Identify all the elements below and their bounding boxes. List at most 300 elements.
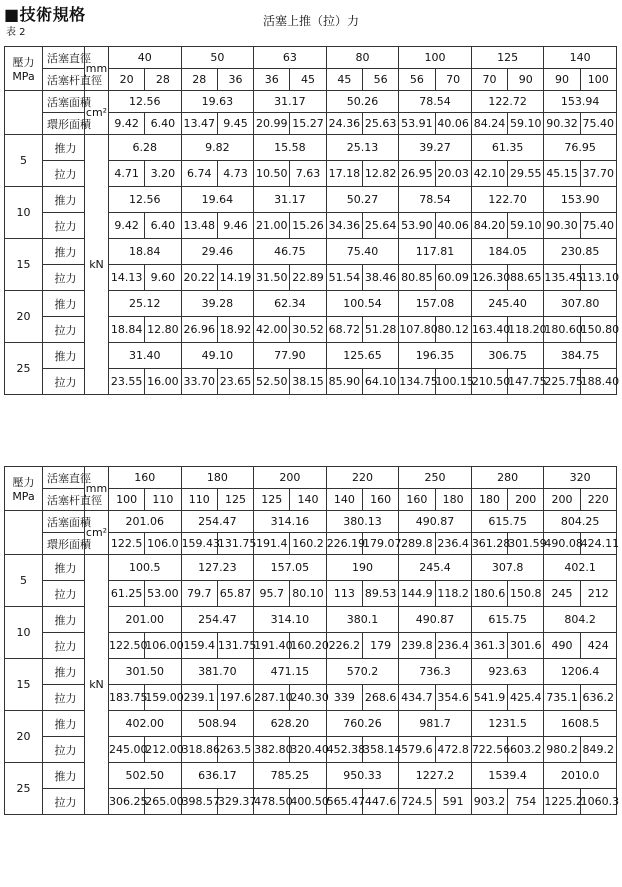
pull-label: 拉力: [43, 213, 85, 239]
rod-value: 28: [181, 69, 217, 91]
section-title: ■技術規格: [4, 5, 86, 24]
cm2-unit: cm²: [85, 511, 109, 555]
pull-value: 9.60: [145, 265, 181, 291]
pull-value: 21.00: [254, 213, 290, 239]
ring-area-value: 236.4: [435, 533, 471, 555]
pull-value: 118.2: [435, 581, 471, 607]
pull-value: 478.50: [254, 789, 290, 815]
pull-value: 245.00: [109, 737, 145, 763]
ring-area-value: 490.08: [544, 533, 580, 555]
pull-value: 180.60: [544, 317, 580, 343]
pull-value: 68.72: [326, 317, 362, 343]
ring-area-value: 131.75: [217, 533, 253, 555]
pull-label: 拉力: [43, 633, 85, 659]
rod-value: 28: [145, 69, 181, 91]
rod-value: 56: [362, 69, 398, 91]
push-value: 157.08: [399, 291, 472, 317]
pull-value: 226.2: [326, 633, 362, 659]
table-caption: 活塞上推（拉）力: [262, 14, 359, 28]
pull-value: 3.20: [145, 161, 181, 187]
push-value: 46.75: [254, 239, 327, 265]
piston-area-value: 153.94: [544, 91, 617, 113]
push-value: 307.8: [471, 555, 544, 581]
pull-value: 33.70: [181, 369, 217, 395]
pull-value: 40.06: [435, 213, 471, 239]
pull-value: 126.30: [471, 265, 507, 291]
rod-value: 36: [254, 69, 290, 91]
pull-value: 735.1: [544, 685, 580, 711]
rod-label: 活塞杆直徑: [43, 489, 85, 511]
pull-value: 13.48: [181, 213, 217, 239]
pull-value: 29.55: [508, 161, 544, 187]
push-value: 380.1: [326, 607, 399, 633]
push-value: 78.54: [399, 187, 472, 213]
push-value: 402.00: [109, 711, 182, 737]
ring-area-value: 424.11: [580, 533, 616, 555]
bore-value: 125: [471, 47, 544, 69]
pull-value: 163.40: [471, 317, 507, 343]
ring-area-value: 361.28: [471, 533, 507, 555]
push-value: 100.54: [326, 291, 399, 317]
mm-unit: mm: [85, 47, 109, 91]
pull-value: 53.00: [145, 581, 181, 607]
pull-value: 358.14: [362, 737, 398, 763]
push-value: 100.5: [109, 555, 182, 581]
ring-area-value: 191.4: [254, 533, 290, 555]
ring-area-value: 179.07: [362, 533, 398, 555]
pressure-label: 壓力: [12, 56, 35, 69]
push-value: 29.46: [181, 239, 254, 265]
pull-value: 434.7: [399, 685, 435, 711]
push-value: 9.82: [181, 135, 254, 161]
bore-label: 活塞直徑: [43, 467, 85, 489]
push-value: 25.12: [109, 291, 182, 317]
pull-value: 225.75: [544, 369, 580, 395]
piston-area-value: 122.72: [471, 91, 544, 113]
pressure-value: 15: [5, 239, 43, 291]
bore-value: 80: [326, 47, 399, 69]
pull-value: 90.30: [544, 213, 580, 239]
ring-area-value: 75.40: [580, 113, 616, 135]
rod-value: 180: [471, 489, 507, 511]
pressure-value: 20: [5, 711, 43, 763]
push-value: 31.40: [109, 343, 182, 369]
ring-area-value: 59.10: [508, 113, 544, 135]
pressure-value: 20: [5, 291, 43, 343]
rod-value: 56: [399, 69, 435, 91]
rod-value: 160: [362, 489, 398, 511]
pull-value: 579.6: [399, 737, 435, 763]
push-value: 570.2: [326, 659, 399, 685]
pull-label: 拉力: [43, 265, 85, 291]
rod-value: 45: [326, 69, 362, 91]
pull-value: 301.6: [508, 633, 544, 659]
pull-value: 6.74: [181, 161, 217, 187]
mpa-label: MPa: [12, 70, 35, 83]
bore-value: 180: [181, 467, 254, 489]
piston-area-value: 12.56: [109, 91, 182, 113]
pull-value: 490: [544, 633, 580, 659]
push-value: 785.25: [254, 763, 327, 789]
pressure-label: 壓力: [12, 476, 35, 489]
rod-value: 100: [109, 489, 145, 511]
ring-area-label: 環形面積: [43, 113, 85, 135]
rod-value: 125: [254, 489, 290, 511]
push-value: 190: [326, 555, 399, 581]
pull-value: 320.40: [290, 737, 326, 763]
pull-value: 42.00: [254, 317, 290, 343]
pull-value: 197.6: [217, 685, 253, 711]
spec-table-2: [4, 466, 620, 815]
pull-value: 239.1: [181, 685, 217, 711]
pull-value: 268.6: [362, 685, 398, 711]
push-value: 301.50: [109, 659, 182, 685]
bore-row: [5, 47, 617, 69]
pull-value: 150.8: [508, 581, 544, 607]
pull-value: 239.8: [399, 633, 435, 659]
push-value: 245.40: [471, 291, 544, 317]
pull-value: 37.70: [580, 161, 616, 187]
pull-value: 131.75: [217, 633, 253, 659]
piston-area-value: 314.16: [254, 511, 327, 533]
pull-value: 361.3: [471, 633, 507, 659]
piston-area-value: 615.75: [471, 511, 544, 533]
pull-label: 拉力: [43, 685, 85, 711]
spec-table-1: [4, 46, 620, 395]
pull-label: 拉力: [43, 317, 85, 343]
pull-value: 38.46: [362, 265, 398, 291]
push-value: 2010.0: [544, 763, 617, 789]
push-value: 314.10: [254, 607, 327, 633]
pull-value: 240.30: [290, 685, 326, 711]
pull-value: 191.40: [254, 633, 290, 659]
pull-value: 134.75: [399, 369, 435, 395]
push-value: 1539.4: [471, 763, 544, 789]
ring-area-value: 40.06: [435, 113, 471, 135]
pull-value: 9.46: [217, 213, 253, 239]
pressure-value: 15: [5, 659, 43, 711]
push-value: 127.23: [181, 555, 254, 581]
rod-value: 220: [580, 489, 616, 511]
pull-value: 472.8: [435, 737, 471, 763]
pull-value: 354.6: [435, 685, 471, 711]
ring-area-value: 6.40: [145, 113, 181, 135]
pull-value: 636.2: [580, 685, 616, 711]
pull-value: 16.00: [145, 369, 181, 395]
push-value: 384.75: [544, 343, 617, 369]
cm2-unit: cm²: [85, 91, 109, 135]
pull-value: 106.00: [145, 633, 181, 659]
push-value: 201.00: [109, 607, 182, 633]
pull-value: 79.7: [181, 581, 217, 607]
push-value: 18.84: [109, 239, 182, 265]
pressure-header: [5, 47, 43, 91]
push-value: 307.80: [544, 291, 617, 317]
bore-value: 250: [399, 467, 472, 489]
pull-value: 80.10: [290, 581, 326, 607]
table-label: 表 2: [6, 27, 26, 38]
pull-value: 9.42: [109, 213, 145, 239]
pull-value: 88.65: [508, 265, 544, 291]
piston-area-value: 380.13: [326, 511, 399, 533]
rod-value: 125: [217, 489, 253, 511]
pull-value: 329.37: [217, 789, 253, 815]
blank-cell: [5, 91, 43, 135]
pull-value: 51.54: [326, 265, 362, 291]
pull-value: 64.10: [362, 369, 398, 395]
rod-value: 90: [508, 69, 544, 91]
pull-value: 45.15: [544, 161, 580, 187]
pull-value: 18.92: [217, 317, 253, 343]
ring-area-value: 20.99: [254, 113, 290, 135]
push-value: 1206.4: [544, 659, 617, 685]
push-value: 61.35: [471, 135, 544, 161]
pressure-value: 10: [5, 607, 43, 659]
pull-value: 212: [580, 581, 616, 607]
push-value: 50.27: [326, 187, 399, 213]
pull-value: 12.80: [145, 317, 181, 343]
rod-value: 100: [580, 69, 616, 91]
push-label: 推力: [43, 711, 85, 737]
push-value: 77.90: [254, 343, 327, 369]
pull-value: 159.4: [181, 633, 217, 659]
rod-value: 140: [290, 489, 326, 511]
pressure-value: 25: [5, 763, 43, 815]
rod-value: 180: [435, 489, 471, 511]
pull-value: 135.45: [544, 265, 580, 291]
ring-area-value: 122.5: [109, 533, 145, 555]
pressure-value: 25: [5, 343, 43, 395]
pull-value: 10.50: [254, 161, 290, 187]
kn-unit: kN: [85, 555, 109, 815]
ring-area-value: 90.32: [544, 113, 580, 135]
pull-value: 188.40: [580, 369, 616, 395]
pull-value: 179: [362, 633, 398, 659]
push-value: 402.1: [544, 555, 617, 581]
pull-value: 159.00: [145, 685, 181, 711]
pull-label: 拉力: [43, 581, 85, 607]
rod-value: 45: [290, 69, 326, 91]
push-label: 推力: [43, 659, 85, 685]
rod-value: 160: [399, 489, 435, 511]
bore-value: 280: [471, 467, 544, 489]
pull-value: 23.55: [109, 369, 145, 395]
pull-value: 4.71: [109, 161, 145, 187]
ring-area-value: 84.24: [471, 113, 507, 135]
pull-value: 113: [326, 581, 362, 607]
bore-value: 40: [109, 47, 182, 69]
pressure-value: 10: [5, 187, 43, 239]
pull-value: 144.9: [399, 581, 435, 607]
pull-value: 75.40: [580, 213, 616, 239]
ring-area-value: 226.19: [326, 533, 362, 555]
pull-value: 59.10: [508, 213, 544, 239]
push-value: 245.4: [399, 555, 472, 581]
push-value: 306.75: [471, 343, 544, 369]
rod-value: 70: [435, 69, 471, 91]
pull-value: 85.90: [326, 369, 362, 395]
pull-value: 236.4: [435, 633, 471, 659]
ring-area-value: 289.8: [399, 533, 435, 555]
rod-value: 110: [181, 489, 217, 511]
ring-area-value: 13.47: [181, 113, 217, 135]
pull-value: 724.5: [399, 789, 435, 815]
pull-value: 212.00: [145, 737, 181, 763]
push-value: 950.33: [326, 763, 399, 789]
rod-value: 110: [145, 489, 181, 511]
push-value: 62.34: [254, 291, 327, 317]
pull-value: 541.9: [471, 685, 507, 711]
bore-value: 63: [254, 47, 327, 69]
bore-label: 活塞直徑: [43, 47, 85, 69]
push-value: 615.75: [471, 607, 544, 633]
pull-value: 722.56: [471, 737, 507, 763]
pressure-header: [5, 467, 43, 511]
pull-value: 26.95: [399, 161, 435, 187]
push-value: 31.17: [254, 187, 327, 213]
push-row: [5, 555, 617, 581]
pull-value: 6.40: [145, 213, 181, 239]
pull-value: 60.09: [435, 265, 471, 291]
push-value: 39.27: [399, 135, 472, 161]
pull-value: 147.75: [508, 369, 544, 395]
ring-area-value: 24.36: [326, 113, 362, 135]
pull-value: 183.75: [109, 685, 145, 711]
push-value: 1608.5: [544, 711, 617, 737]
pull-value: 447.6: [362, 789, 398, 815]
piston-area-row: [5, 91, 617, 113]
pull-label: 拉力: [43, 737, 85, 763]
pressure-value: 5: [5, 555, 43, 607]
push-value: 804.2: [544, 607, 617, 633]
pull-value: 80.12: [435, 317, 471, 343]
pull-value: 400.50: [290, 789, 326, 815]
pull-value: 26.96: [181, 317, 217, 343]
push-value: 122.70: [471, 187, 544, 213]
pull-value: 565.47: [326, 789, 362, 815]
push-value: 125.65: [326, 343, 399, 369]
push-row: [5, 135, 617, 161]
pull-value: 452.38: [326, 737, 362, 763]
push-value: 184.05: [471, 239, 544, 265]
push-value: 981.7: [399, 711, 472, 737]
push-value: 254.47: [181, 607, 254, 633]
pull-value: 180.6: [471, 581, 507, 607]
rod-value: 70: [471, 69, 507, 91]
push-value: 196.35: [399, 343, 472, 369]
ring-area-label: 環形面積: [43, 533, 85, 555]
pull-value: 95.7: [254, 581, 290, 607]
bore-value: 140: [544, 47, 617, 69]
pull-value: 65.87: [217, 581, 253, 607]
push-label: 推力: [43, 187, 85, 213]
push-label: 推力: [43, 763, 85, 789]
pull-value: 122.50: [109, 633, 145, 659]
pull-value: 15.26: [290, 213, 326, 239]
push-value: 15.58: [254, 135, 327, 161]
pressure-value: 5: [5, 135, 43, 187]
push-value: 6.28: [109, 135, 182, 161]
ring-area-value: 160.2: [290, 533, 326, 555]
ring-area-value: 15.27: [290, 113, 326, 135]
pull-value: 754: [508, 789, 544, 815]
rod-value: 140: [326, 489, 362, 511]
ring-area-value: 53.91: [399, 113, 435, 135]
pull-value: 160.20: [290, 633, 326, 659]
pull-value: 591: [435, 789, 471, 815]
push-value: 157.05: [254, 555, 327, 581]
pull-value: 4.73: [217, 161, 253, 187]
bore-value: 200: [254, 467, 327, 489]
pull-label: 拉力: [43, 369, 85, 395]
pull-value: 382.80: [254, 737, 290, 763]
pull-value: 22.89: [290, 265, 326, 291]
piston-area-value: 490.87: [399, 511, 472, 533]
pull-value: 53.90: [399, 213, 435, 239]
pull-value: 20.22: [181, 265, 217, 291]
pull-value: 34.36: [326, 213, 362, 239]
kn-unit: kN: [85, 135, 109, 395]
rod-value: 20: [109, 69, 145, 91]
ring-area-value: 9.45: [217, 113, 253, 135]
pull-value: 265.00: [145, 789, 181, 815]
push-value: 490.87: [399, 607, 472, 633]
pull-value: 89.53: [362, 581, 398, 607]
piston-area-value: 50.26: [326, 91, 399, 113]
bore-value: 320: [544, 467, 617, 489]
pull-label: 拉力: [43, 789, 85, 815]
ring-area-value: 159.43: [181, 533, 217, 555]
pull-value: 84.20: [471, 213, 507, 239]
pull-value: 849.2: [580, 737, 616, 763]
pull-value: 14.13: [109, 265, 145, 291]
piston-area-value: 254.47: [181, 511, 254, 533]
pull-value: 100.15: [435, 369, 471, 395]
push-value: 502.50: [109, 763, 182, 789]
push-label: 推力: [43, 135, 85, 161]
pull-value: 38.15: [290, 369, 326, 395]
pull-value: 318.86: [181, 737, 217, 763]
pull-value: 42.10: [471, 161, 507, 187]
push-value: 39.28: [181, 291, 254, 317]
pull-value: 51.28: [362, 317, 398, 343]
pull-value: 245: [544, 581, 580, 607]
push-label: 推力: [43, 555, 85, 581]
push-value: 923.63: [471, 659, 544, 685]
piston-area-row: [5, 511, 617, 533]
push-value: 12.56: [109, 187, 182, 213]
pull-value: 18.84: [109, 317, 145, 343]
rod-value: 200: [508, 489, 544, 511]
pull-value: 424: [580, 633, 616, 659]
pull-value: 210.50: [471, 369, 507, 395]
pull-value: 398.57: [181, 789, 217, 815]
pull-label: 拉力: [43, 161, 85, 187]
piston-area-value: 19.63: [181, 91, 254, 113]
mpa-label: MPa: [12, 490, 35, 503]
bore-value: 160: [109, 467, 182, 489]
bore-value: 220: [326, 467, 399, 489]
pull-value: 306.25: [109, 789, 145, 815]
pull-value: 263.5: [217, 737, 253, 763]
pull-value: 603.2: [508, 737, 544, 763]
pull-value: 14.19: [217, 265, 253, 291]
push-value: 1231.5: [471, 711, 544, 737]
pull-value: 107.80: [399, 317, 435, 343]
pull-value: 980.2: [544, 737, 580, 763]
push-value: 508.94: [181, 711, 254, 737]
push-value: 117.81: [399, 239, 472, 265]
